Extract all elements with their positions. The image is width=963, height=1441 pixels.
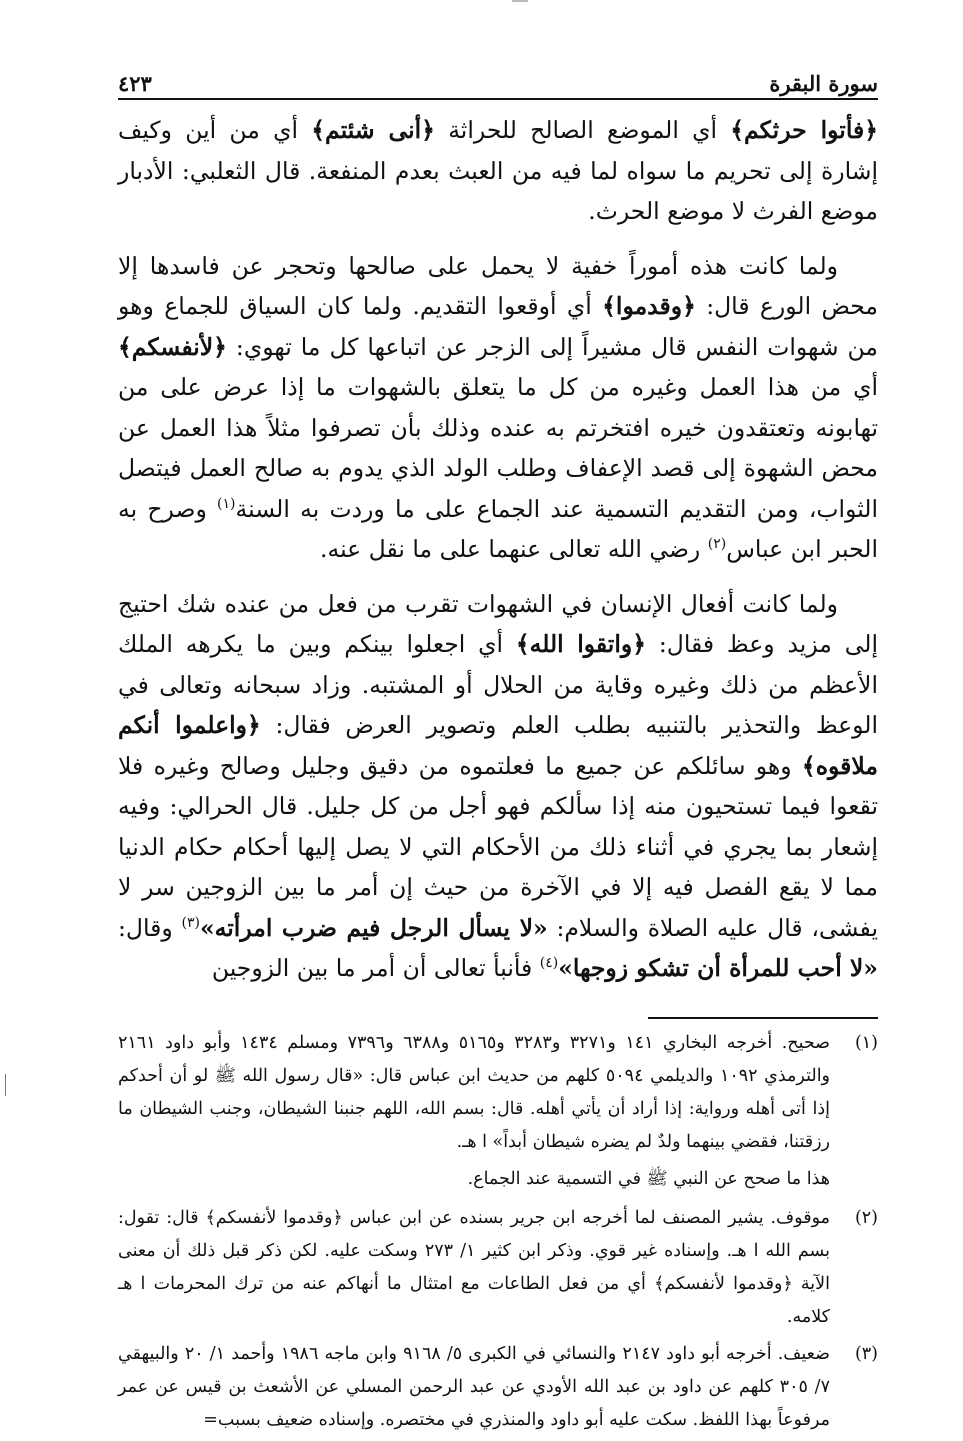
book-page — [118, 62, 878, 1441]
main-text — [118, 110, 878, 989]
footnote-separator — [648, 1017, 878, 1019]
page-number: ٤٢٣ — [118, 71, 152, 96]
footnote-number: (١) — [854, 1032, 878, 1053]
quoted-phrase: ﴿واتقوا الله﴾ — [515, 630, 646, 658]
paragraph — [118, 110, 878, 232]
quoted-phrase: ﴿أنى شئتم﴾ — [311, 116, 435, 144]
text-run: وقال: — [118, 913, 182, 942]
text-run: ولما كانت هذه أموراً خفية لا يحمل على صالحها وتحجر عن فاسدها إلا محض الورع قال: — [118, 251, 878, 320]
paragraph — [118, 246, 878, 570]
footnotes — [118, 1027, 878, 1437]
text-run: أي أوقعوا التقديم. ولما كان السياق للجماع وهو من شهوات النفس قال مشيراً إلى الزجر عن اتباعها كل ما تهوي: — [118, 292, 878, 361]
footnote-note: هذا ما صحح عن النبي ﷺ في التسمية عند الجماع. — [467, 1168, 830, 1189]
text-run: وصرح به الحبر ابن عباس — [118, 494, 878, 563]
text-run: وهو سائلكم عن جميع ما فعلتموه من دقيق وجليل وصالح وغيره فلا تقعوا فيما تستحيون منه إذا سألكم فهو أجل من كل جليل. قال الحرالي: وفيه إشعار بما يجري في أثناء ذلك من الأحكام التي لا يصل إليها أحكام حكام الدنيا مما لا يقع الفصل فيه إلا في الآخرة من حيث إن أمر ما بين الزوجين سر لا يفشى، قال عليه الصلاة والسلام: — [118, 751, 878, 942]
running-header — [118, 62, 878, 100]
quoted-phrase: ﴿واعلموا أنكم ملاقوه﴾ — [118, 711, 878, 780]
footnote — [118, 1338, 878, 1437]
text-run: فأنبأ تعالى أن أمر ما بين الزوجين — [211, 954, 540, 982]
footnote-marker: (١) — [217, 495, 236, 512]
footnote-text: صحيح. أخرجه البخاري ١٤١ و٣٢٧١ و٣٢٨٣ و٥١٦٥ و٦٣٨٨ و٧٣٩٦ ومسلم ١٤٣٤ وأبو داود ٢١٦١ والترمذي ١٠٩٢ والديلمي ٥٠٩٤ كلهم من حديث ابن عباس قال: «قال رسول الله ﷺ لو أن أحدكم إذا أتى أهله ورواية: إذا أراد أن يأتي أهله. قال: بسم الله، اللهم جنبنا الشيطان، وجنب الشيطان ما رزقتنا، فقضي بينهما ولدٌ لم يضره شيطان أبداً» ا هـ. — [118, 1032, 831, 1152]
text-run: أي من هذا العمل وغيره من كل ما يتعلق بالشهوات ما إذا عرض على من تهابونه وتعتقدون خيره افتخرتم به عنده وذلك بأن تصرفوا مثلاً هذا العمل عن محض الشهوة إلى قصد الإعفاف وطلب الولد الذي يدوم به صالح العمل فيتصل الثواب، ومن التقديم التسمية عند الجماع على ما وردت به السنة — [118, 373, 878, 523]
quoted-phrase: «لا يسأل الرجل فيم ضرب امرأته» — [199, 913, 548, 942]
margin-mark — [5, 1074, 6, 1096]
footnote-marker: (٢) — [707, 536, 727, 553]
footnote-marker: (٤) — [539, 955, 559, 972]
quoted-phrase: ﴿وقدموا﴾ — [602, 292, 696, 320]
footnote-text: ضعيف. أخرجه أبو داود ٢١٤٧ والنسائي في الكبرى ٥/ ٩١٦٨ وابن ماجه ١٩٨٦ وأحمد ١/ ٢٠ والبيهقي ٧/ ٣٠٥ كلهم عن داود بن عبد الله الأودي عن عبد الرحمن المسلي عن الأشعث بن قيس عن عمر مرفوعاً بهذا اللفظ. سكت عليه أبو داود والمنذري في مختصره. وإسناده ضعيف بسبب= — [118, 1343, 830, 1430]
text-run: ولما كانت أفعال الإنسان في الشهوات تقرب من فعل من عنده شك احتيج إلى مزيد وعظ فقال: — [118, 589, 878, 658]
footnote-number: (٢) — [854, 1207, 878, 1228]
text-run: أي الموضع الصالح للحراثة — [434, 116, 731, 144]
quoted-phrase: «لا أحب للمرأة أن تشكو زوجها» — [558, 954, 878, 982]
surah-title: سورة البقرة — [769, 71, 878, 96]
text-run: أي اجعلوا بينكم وبين ما يكرهه الملك الأعظم من ذلك وغيره وقاية من الحلال أو المشتبه. وزاد سبحانه وتعالى في الوعظ والتحذير بالتنبيه بطلب العلم وتصوير العرض فقال: — [118, 630, 878, 739]
text-run: رضي الله تعالى عنهما على ما نقل عنه. — [320, 535, 708, 563]
footnote — [118, 1027, 878, 1159]
quoted-phrase: ﴿فأتوا حرثكم﴾ — [730, 116, 879, 144]
quoted-phrase: ﴿لأنفسكم﴾ — [118, 332, 227, 361]
footnote-text: موقوف. يشير المصنف لما أخرجه ابن جرير بسنده عن ابن عباس ﴿وقدموا لأنفسكم﴾ قال: تقول: بسم الله ا هـ. وإسناده غير قوي. وذكر ابن كثير ١/ ٢٧٣ وسكت عليه. لكن ذكر قبل ذلك أن معنى الآية ﴿وقدموا لأنفسكم﴾ أي من فعل الطاعات مع امتثال ما أنهاكم عنه من ترك المحرمات ا هـ كلامه. — [118, 1207, 830, 1327]
paragraph — [118, 584, 878, 989]
text-run: أي من أين وكيف إشارة إلى تحريم ما سواه لما فيه من العبث بعدم المنفعة. قال الثعلبي: الأدبار موضع الفرث لا موضع الحرث. — [118, 116, 878, 225]
footnote-number: (٣) — [854, 1343, 878, 1364]
scan-mark — [512, 0, 528, 2]
footnote-marker: (٣) — [181, 914, 200, 931]
footnote — [118, 1202, 878, 1334]
